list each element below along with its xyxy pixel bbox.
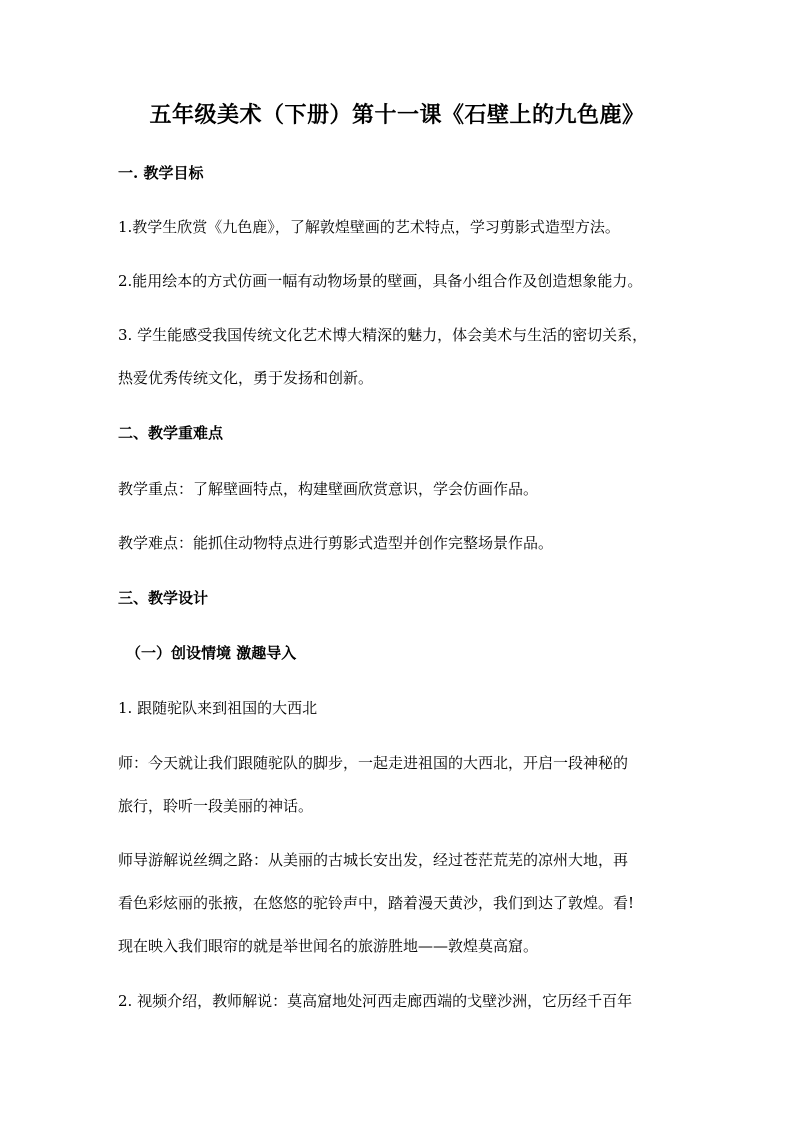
teacher-para-1-line-2: 旅行，聆听一段美丽的神话。 [118,797,314,815]
objective-3-line-1: 3. 学生能感受我国传统文化艺术博大精深的魅力，体会美术与生活的密切关系， [118,326,648,344]
teacher-para-1-line-1: 师：今天就让我们跟随驼队的脚步，一起走进祖国的大西北，开启一段神秘的 [118,754,629,772]
heading-key-points: 二、教学重难点 [118,424,224,442]
teacher-para-2-line-2: 看色彩炫丽的张掖，在悠悠的驼铃声中，踏着漫天黄沙，我们到达了敦煌。看! [118,894,635,912]
key-point: 教学重点：了解壁画特点，构建壁画欣赏意识，学会仿画作品。 [118,480,539,498]
teacher-para-2-line-3: 现在映入我们眼帘的就是举世闻名的旅游胜地——敦煌莫高窟。 [118,937,539,955]
heading-objectives: 一. 教学目标 [118,164,204,182]
difficult-point: 教学难点：能抓住动物特点进行剪影式造型并创作完整场景作品。 [118,534,554,552]
teacher-para-2-line-1: 师导游解说丝绸之路：从美丽的古城长安出发，经过苍茫荒芜的凉州大地，再 [118,851,629,869]
document-title: 五年级美术（下册）第十一课《石壁上的九色鹿》 [149,102,645,128]
step-1-title: 1. 跟随驼队来到祖国的大西北 [118,699,318,717]
heading-teaching-design: 三、教学设计 [118,589,209,607]
objective-2: 2.能用绘本的方式仿画一幅有动物场景的壁画，具备小组合作及创造想象能力。 [118,272,643,290]
subheading-intro: （一）创设情境 激趣导入 [126,644,297,662]
step-2-line-1: 2. 视频介绍，教师解说：莫高窟地处河西走廊西端的戈壁沙洲，它历经千百年 [118,992,633,1010]
objective-1: 1.教学生欣赏《九色鹿》，了解敦煌壁画的艺术特点，学习剪影式造型方法。 [118,218,620,236]
objective-3-line-2: 热爱优秀传统文化，勇于发扬和创新。 [118,369,374,387]
